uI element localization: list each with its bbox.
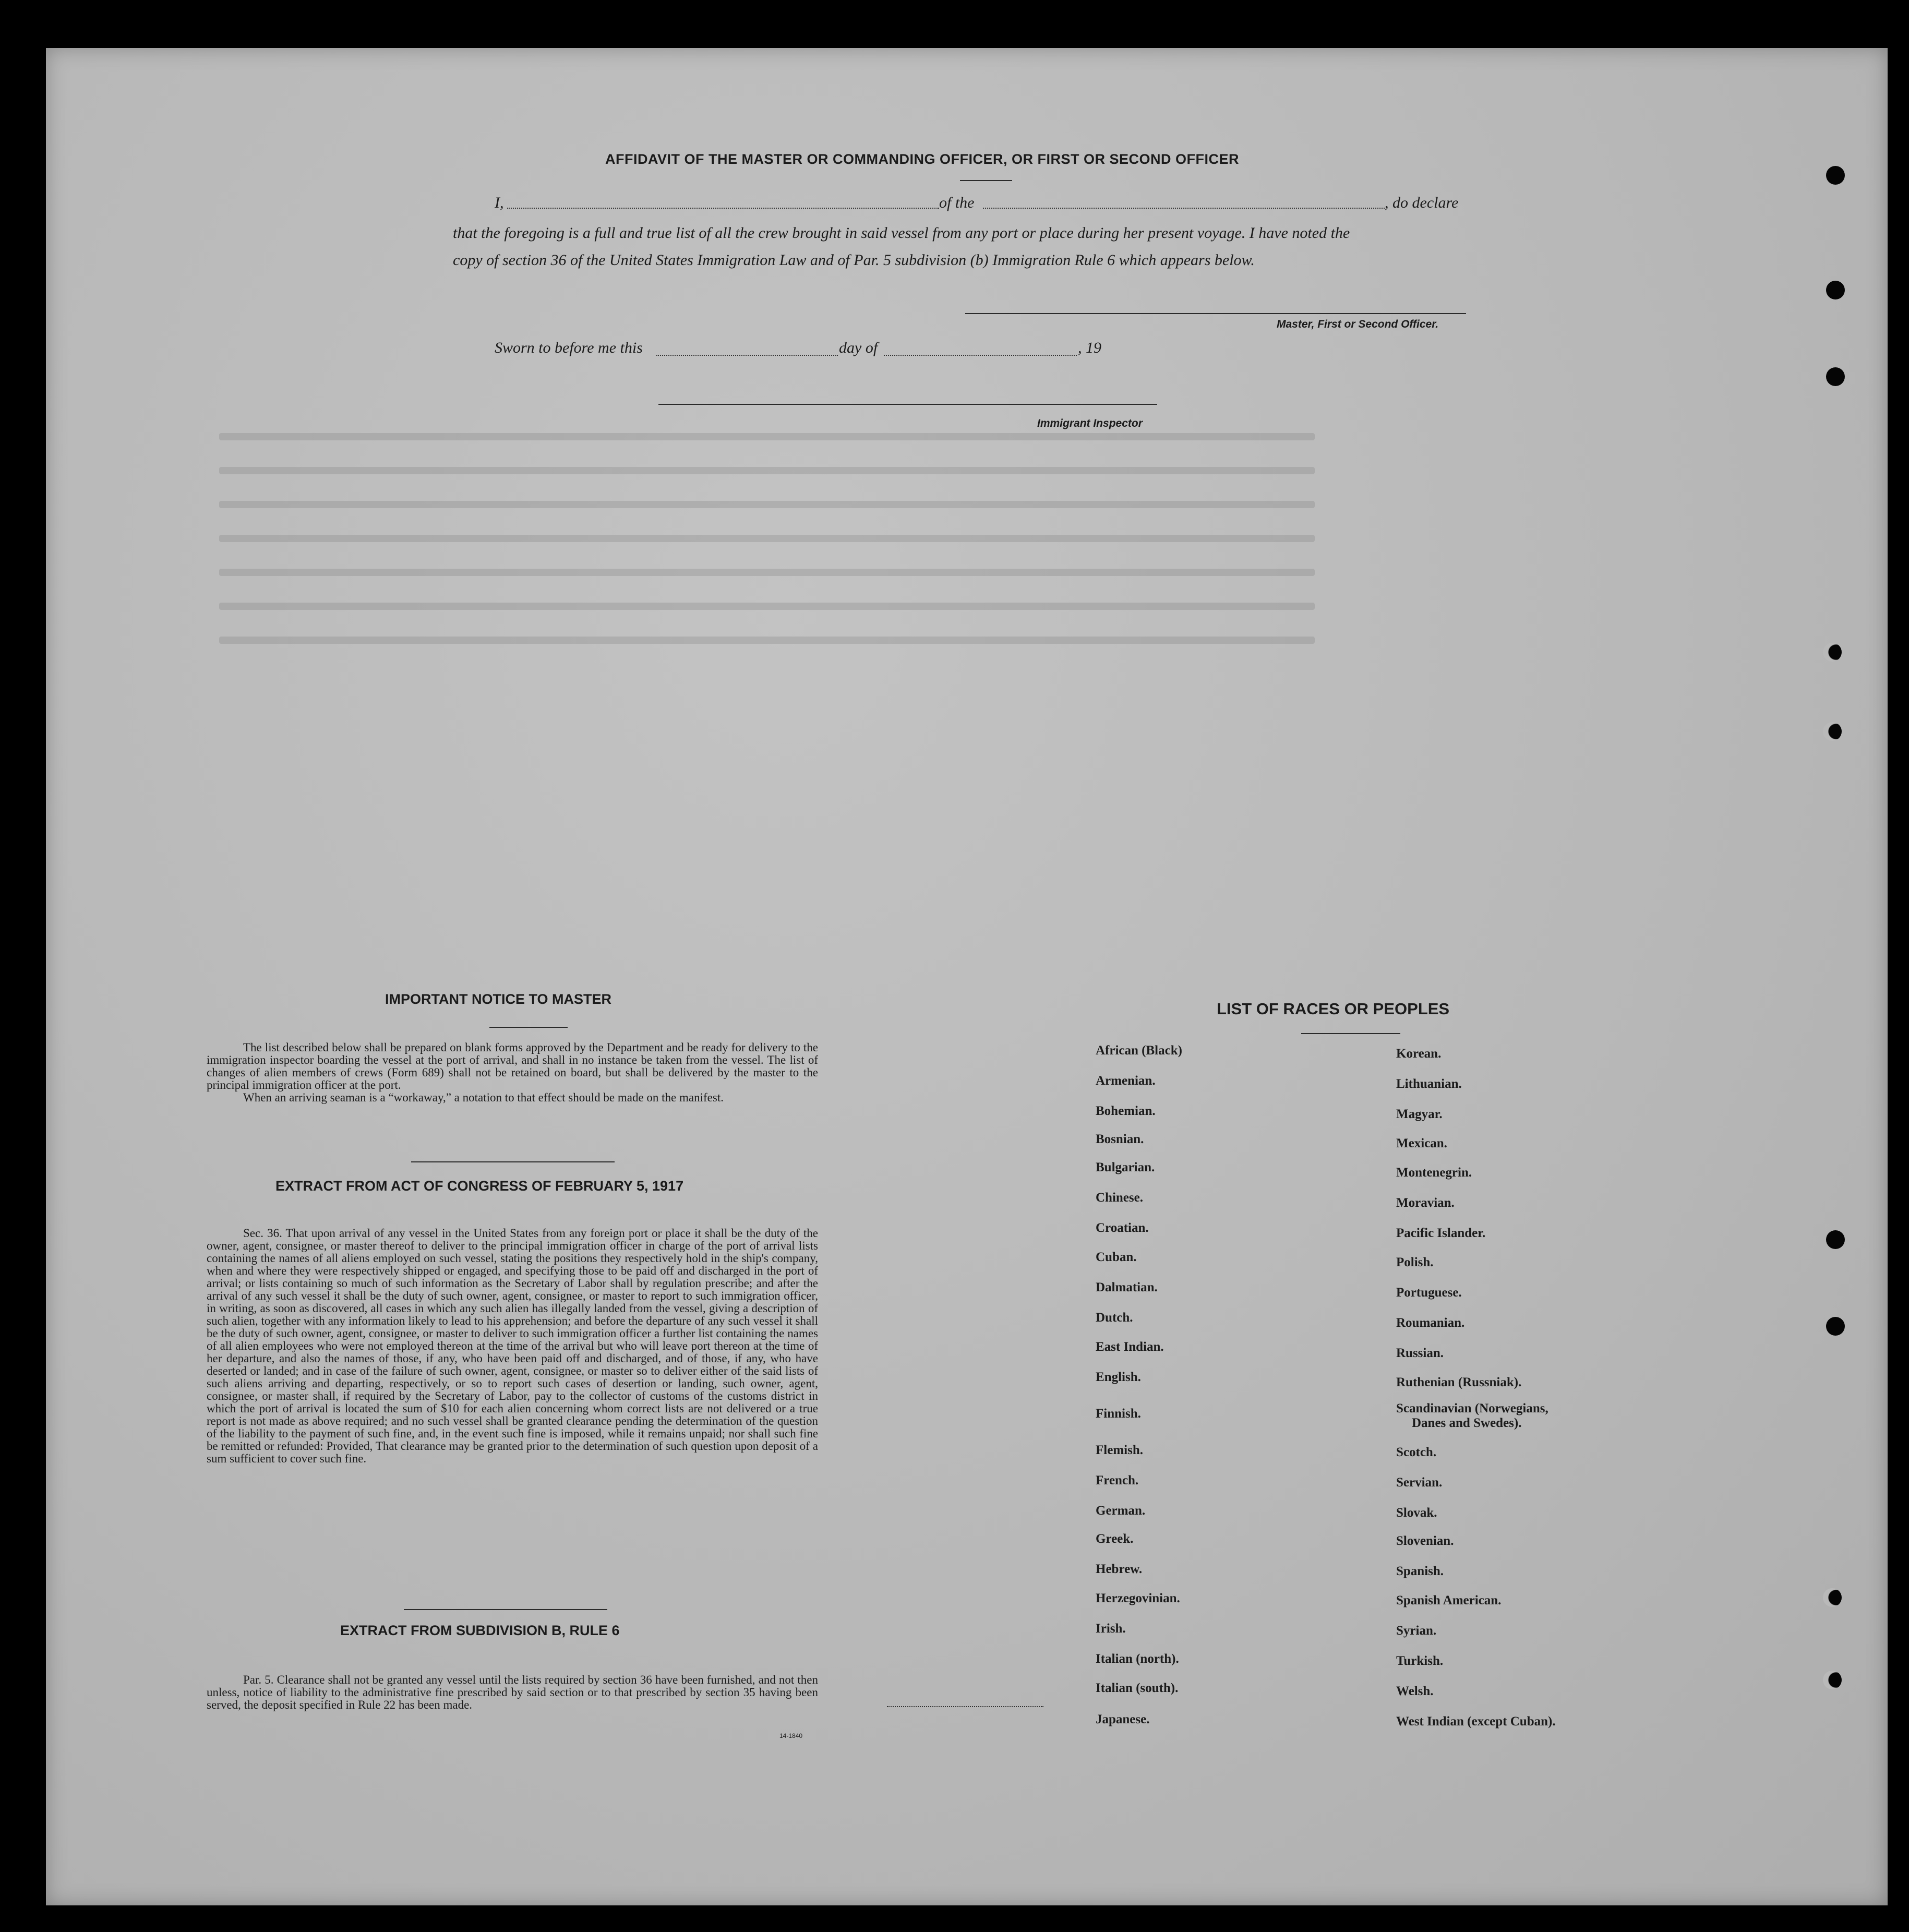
left-item: African (Black): [1096, 1043, 1182, 1058]
right-item: Korean.: [1396, 1047, 1442, 1061]
name-field[interactable]: [507, 208, 939, 209]
vessel-field[interactable]: [983, 208, 1385, 209]
right-item: Spanish.: [1396, 1564, 1444, 1578]
punch-hole: [1826, 281, 1845, 299]
left-item: Italian (north).: [1096, 1652, 1179, 1666]
right-item: Syrian.: [1396, 1624, 1437, 1638]
bleed-through: [219, 603, 1315, 610]
punch-hole: [1826, 166, 1845, 185]
left-item: Greek.: [1096, 1532, 1134, 1546]
punch-hole: [1823, 1588, 1842, 1607]
inspector-label: Immigrant Inspector: [1037, 417, 1143, 429]
act-title: EXTRACT FROM ACT OF CONGRESS OF FEBRUARY 5, 1917: [275, 1178, 684, 1194]
right-item: Scotch.: [1396, 1445, 1437, 1459]
sworn-month-field[interactable]: [884, 355, 1077, 356]
right-item: Scandinavian (Norwegians,: [1396, 1401, 1548, 1415]
bleed-through: [219, 433, 1315, 440]
right-item: Welsh.: [1396, 1684, 1434, 1698]
right-item: Mexican.: [1396, 1136, 1447, 1150]
left-item: Dalmatian.: [1096, 1280, 1158, 1294]
right-item: Polish.: [1396, 1255, 1434, 1269]
bleed-through: [219, 535, 1315, 542]
affidavit-i: I,: [495, 194, 504, 211]
act-body: [207, 1227, 818, 1465]
rule-paragraph: Par. 5. Clearance shall not be granted any vessel until the lists required by section 36 have been furnished, and not then unless, notice of liability to the administrative fine prescribed by said section or to that prescribed by section 35 having been served, the deposit specified in Rule 22 has been made.: [207, 1673, 818, 1711]
left-item: East Indian.: [1096, 1340, 1164, 1354]
right-item: Servian.: [1396, 1475, 1443, 1490]
punch-hole: [1823, 643, 1842, 662]
right-item: Ruthenian (Russniak).: [1396, 1375, 1522, 1389]
left-item: Cuban.: [1096, 1250, 1137, 1264]
races-title: LIST OF RACES OR PEOPLES: [1217, 1000, 1450, 1018]
bleed-through: [219, 637, 1315, 644]
left-item: Chinese.: [1096, 1191, 1143, 1205]
right-item: Pacific Islander.: [1396, 1226, 1486, 1240]
right-item: Danes and Swedes).: [1412, 1416, 1522, 1430]
sworn-day-field[interactable]: [656, 355, 838, 356]
affidavit-title: AFFIDAVIT OF THE MASTER OR COMMANDING OFFICER, OR FIRST OR SECOND OFFICER: [605, 151, 1239, 167]
right-item: West Indian (except Cuban).: [1396, 1714, 1556, 1729]
form-number: 14-1840: [779, 1732, 803, 1739]
left-item: Hebrew.: [1096, 1562, 1143, 1576]
right-item: Slovenian.: [1396, 1534, 1454, 1548]
right-item: Magyar.: [1396, 1107, 1443, 1121]
right-item: Moravian.: [1396, 1196, 1455, 1210]
left-item: Finnish.: [1096, 1407, 1141, 1421]
affidavit-of-the: of the: [939, 194, 975, 211]
bleed-through: [219, 569, 1315, 576]
right-item: Spanish American.: [1396, 1593, 1502, 1607]
left-item: English.: [1096, 1370, 1141, 1384]
left-item: Armenian.: [1096, 1074, 1156, 1088]
left-item: Japanese.: [1096, 1712, 1150, 1726]
affidavit-declare: , do declare: [1385, 194, 1459, 211]
master-signature-line[interactable]: [965, 313, 1466, 314]
left-item: Bosnian.: [1096, 1132, 1144, 1146]
right-item: Slovak.: [1396, 1506, 1437, 1520]
left-item: Irish.: [1096, 1622, 1126, 1636]
right-item: Turkish.: [1396, 1654, 1444, 1668]
right-item: Montenegrin.: [1396, 1166, 1472, 1180]
sworn-text: Sworn to before me this: [495, 339, 643, 356]
left-item: Italian (south).: [1096, 1681, 1179, 1695]
punch-hole: [1823, 722, 1842, 741]
affidavit-line-2: that the foregoing is a full and true list of all the crew brought in said vessel from any port or place during her present voyage. I have noted the: [453, 224, 1350, 242]
divider: [960, 180, 1012, 181]
dotted-leader: [887, 1706, 1043, 1707]
left-item: Herzegovinian.: [1096, 1591, 1180, 1605]
rule-body: [207, 1674, 818, 1711]
left-item: German.: [1096, 1504, 1146, 1518]
punch-hole: [1826, 1230, 1845, 1249]
notice-title: IMPORTANT NOTICE TO MASTER: [385, 991, 611, 1007]
left-item: Bulgarian.: [1096, 1160, 1155, 1174]
master-label: Master, First or Second Officer.: [1277, 318, 1439, 330]
punch-hole: [1823, 1671, 1842, 1689]
affidavit-line-3: copy of section 36 of the United States Immigration Law and of Par. 5 subdivision (b) Immigration Rule 6 which appears below.: [453, 251, 1255, 269]
document-page: [46, 48, 1888, 1905]
notice-body: [207, 1041, 818, 1104]
divider: [404, 1609, 607, 1610]
punch-hole: [1826, 367, 1845, 386]
left-item: Bohemian.: [1096, 1104, 1156, 1118]
divider: [489, 1027, 568, 1028]
right-item: Portuguese.: [1396, 1286, 1462, 1300]
right-item: Russian.: [1396, 1346, 1444, 1360]
right-item: Lithuanian.: [1396, 1077, 1462, 1091]
act-section-36: Sec. 36. That upon arrival of any vessel in the United States from any foreign port or place it shall be the duty of the owner, agent, consignee, or master thereof to deliver to the principal immigration officer in charge of the port of arrival lists containing the names of all aliens employed on such vessel, stating the positions they respectively hold in the ship's company, when and where they were respectively shipped or engaged, and specifying those to be paid off and discharged in the port of arrival; or lists containing so much of such information as the Secretary of Labor shall by regulation prescribe; and after the arrival of any such vessel it shall be the duty of such owner, agent, consignee, or master to report to such immigration officer, in writing, as soon as discovered, all cases in which any such alien has illegally landed from the vessel, giving a description of such alien, together with any information likely to lead to his apprehension; and before the departure of any such vessel it shall be the duty of such owner, agent, consignee, or master to deliver to such immigration officer a further list containing the names of all alien employees who were not employed thereon at the time of the arrival but who will leave port thereon at the time of her departure, and also the names of those, if any, who have been paid off and discharged, and of those, if any, who have deserted or landed; and in case of the failure of such owner, agent, consignee, or master so to deliver either of the said lists of such aliens arriving and departing, respectively, or so to report such cases of desertion or landing, such owner, agent, consignee, or master shall, if required by the Secretary of Labor, pay to the collector of customs of the customs district in which the port of arrival is located the sum of $10 for each alien concerning whom correct lists are not delivered or a true report is not made as above required; and no such vessel shall be granted clearance pending the determination of the question of the liability to the payment of such fine, and, in the event such fine is imposed, while it remains unpaid; nor shall such fine be remitted or refunded: Provided, That clearance may be granted prior to the determination of such question upon deposit of a sum sufficient to cover such fine.: [207, 1227, 818, 1465]
rule-title: EXTRACT FROM SUBDIVISION B, RULE 6: [340, 1623, 620, 1638]
left-item: Dutch.: [1096, 1311, 1133, 1325]
divider: [411, 1161, 615, 1162]
left-item: French.: [1096, 1473, 1139, 1487]
inspector-signature-line[interactable]: [658, 404, 1157, 405]
punch-hole: [1826, 1317, 1845, 1336]
left-item: Flemish.: [1096, 1443, 1143, 1457]
bleed-through: [219, 501, 1315, 508]
notice-paragraph-2: When an arriving seaman is a “workaway,” a notation to that effect should be made on the manifest.: [243, 1091, 724, 1104]
bleed-through: [219, 467, 1315, 474]
right-item: Roumanian.: [1396, 1316, 1465, 1330]
divider: [1301, 1033, 1400, 1034]
left-item: Croatian.: [1096, 1221, 1149, 1235]
notice-paragraph-1: The list described below shall be prepared on blank forms approved by the Department and be ready for delivery to the immigration inspector boarding the vessel at the port of arrival, and shall in no instance be taken from the vessel. The list of changes of alien members of crews (Form 689) shall not be retained on board, but shall be delivered by the master to the principal immigration officer at the port.: [207, 1041, 818, 1091]
day-of-text: day of: [839, 339, 878, 356]
year-text: , 19: [1078, 339, 1101, 356]
